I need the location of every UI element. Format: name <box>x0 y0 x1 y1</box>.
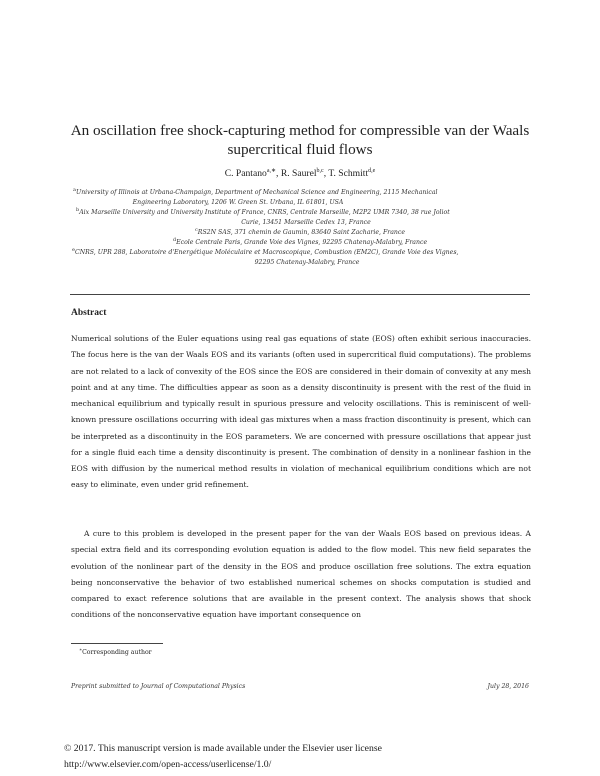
affiliation-mark: e <box>72 247 75 253</box>
affiliation-text: University of Illinois at Urbana-Champaign, Department of Mechanical Science and Engineering, 2115 Mechanical <box>75 189 438 197</box>
author-separator: , <box>323 168 329 180</box>
license-url[interactable]: http://www.elsevier.com/open-access/userlicense/1.0/ <box>64 759 272 770</box>
abstract-heading: Abstract <box>71 308 107 318</box>
title-line-2: supercritical fluid flows <box>227 141 373 158</box>
author-affil-marks: a,∗ <box>266 168 277 174</box>
affiliation-mark: d <box>172 237 177 243</box>
footnote-text: Corresponding author <box>82 649 152 657</box>
footnote-mark: ∗ <box>79 648 83 653</box>
abstract-paragraph-2: A cure to this problem is developed in the present paper for the van der Waals EOS based on previous ideas. A special extra field and its corresponding evolution equation is added to the flow model. This new field separates the evolution of the nonlinear part of the density in the EOS and produce oscillation free solutions. The extra equation being nonconservative the behavior of two established numerical schemes on shocks computation is studied and compared to exact reference solutions that are available in the present context. The analysis shows that shock conditions of the nonconservative equation have important consequence on <box>71 529 531 620</box>
footer-date: July 28, 2016 <box>487 683 529 690</box>
paper-title <box>40 121 560 159</box>
license-notice: © 2017. This manuscript version is made available under the Elsevier user license <box>64 743 382 754</box>
author-name: R. Saurel <box>280 168 317 180</box>
affiliation-text: RS2N SAS, 371 chemin de Gaumin, 83640 Saint Zacharie, France <box>197 229 406 237</box>
affiliation-text: 92295 Chatenay-Malabry, France <box>254 258 360 266</box>
preprint-footer: Preprint submitted to Journal of Computational Physics <box>71 683 246 690</box>
affiliation-mark: c <box>194 227 198 233</box>
author-separator: , <box>276 168 281 180</box>
affiliation-text: CNRS, UPR 288, Laboratoire d'Energétique Moléculaire et Macroscopique, Combustion (EM2C), Grande Voie des Vignes, <box>74 249 459 257</box>
affiliation-e <box>72 246 542 267</box>
affiliation-mark: b <box>76 207 80 213</box>
abstract-top-rule <box>70 294 530 295</box>
author-name: C. Pantano <box>224 168 267 180</box>
author-list <box>40 167 560 179</box>
title-line-1: An oscillation free shock-capturing method for compressible van der Waals <box>70 122 530 139</box>
author-affil-marks: d,e <box>368 168 376 174</box>
affiliation-text: Aix Marseille University and University Institute of France, CNRS, Centrale Marseille, M2P2 UMR 7340, 38 rue Joliot <box>79 209 450 217</box>
affiliation-text: Ecole Centrale Paris, Grande Voie des Vignes, 92295 Chatenay-Malabry, France <box>176 239 428 247</box>
affiliation-text: Engineering Laboratory, 1206 W. Green St. Urbana, IL 61801, USA <box>132 198 344 206</box>
author-name: T. Schmitt <box>328 168 369 180</box>
affiliation-b <box>76 206 536 227</box>
abstract-paragraph-1: Numerical solutions of the Euler equations using real gas equations of state (EOS) often exhibit serious inaccuracies. The focus here is the van der Waals EOS and its variants (often used in supercritical fluid computations). The problems are not related to a lack of convexity of the EOS since the EOS are considered in their domain of convexity at any mesh point and at any time. The difficulties appear as soon as a density discontinuity is present with the rest of the fluid in mechanical equilibrium and typically result in spurious pressure and velocity oscillations. This is reminiscent of well-known pressure oscillations occurring with ideal gas mixtures when a mass fraction discontinuity is present, which can be interpreted as a discontinuity in the EOS parameters. We are concerned with pressure oscillations that appear just for a single fluid each time a density discontinuity is present. The combination of density in a nonlinear fashion in the EOS with diffusion by the numerical method results in violation of mechanical equilibrium conditions which are not easy to eliminate, even under grid refinement. <box>71 334 531 490</box>
affiliation-a <box>73 186 533 207</box>
footnote <box>79 648 152 656</box>
affiliation-mark: a <box>73 187 76 193</box>
affiliation-text: Curie, 13451 Marseille Cedex 13, France <box>241 218 371 226</box>
author-affil-marks: b,c <box>316 168 324 174</box>
footnote-rule <box>71 643 163 644</box>
